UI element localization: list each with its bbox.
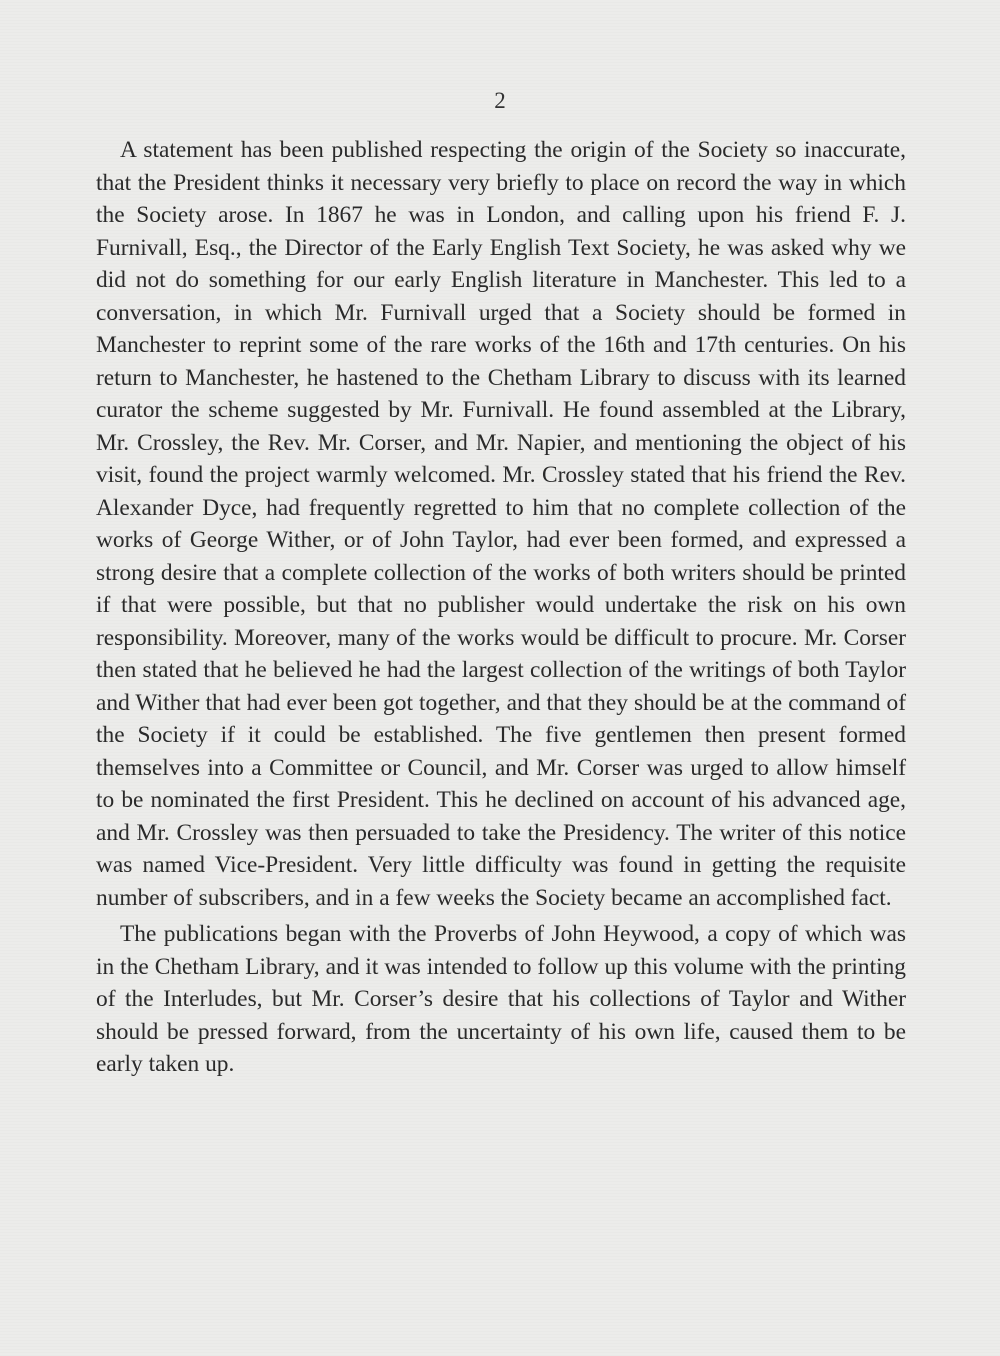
paragraph-society-origin: A statement has been published respecting the origin of the Society so inaccurate, that the President thinks it necessary very briefly to place on record the way in which the Society arose. In 1867 he was in London, and calling upon his friend F. J. Furnivall, Esq., the Director of the Early English Text Society, he was asked why we did not do something for our early English literature in Manchester. This led to a conversation, in which Mr. Furnivall urged that a Society should be formed in Manchester to reprint some of the rare works of the 16th and 17th centuries. On his return to Manchester, he hastened to the Chetham Library to discuss with its learned curator the scheme suggested by Mr. Furnivall. He found assembled at the Library, Mr. Crossley, the Rev. Mr. Corser, and Mr. Napier, and mentioning the object of his visit, found the project warmly welcomed. Mr. Crossley stated that his friend the Rev. Alexander Dyce, had frequently regretted to him that no complete collection of the works of George Wither, or of John Taylor, had ever been formed, and expressed a strong desire that a complete collection of the works of both writers should be printed if that were possible, but that no publisher would undertake the risk on his own responsibility. Moreover, many of the works would be difficult to procure. Mr. Corser then stated that he believed he had the largest collection of the writings of both Taylor and Wither that had ever been got together, and that they should be at the command of the Society if it could be established. The five gentlemen then present formed themselves into a Committee or Council, and Mr. Corser was urged to allow himself to be nominated the first President. This he declined on account of his advanced age, and Mr. Crossley was then persuaded to take the Presidency. The writer of this notice was named Vice-President. Very little difficulty was found in getting the requisite number of subscribers, and in a few weeks the Society became an accomplished fact. [96,137,906,911]
body-text [96,134,906,1081]
paragraph-publications: The publications began with the Proverbs of John Heywood, a copy of which was in the Chetham Library, and it was intended to follow up this volume with the printing of the Interludes, but Mr. Corser’s desire that his collections of Taylor and Wither should be pressed forward, from the uncertainty of his own life, caused them to be early taken up. [96,921,906,1077]
page-number: 2 [494,88,506,113]
